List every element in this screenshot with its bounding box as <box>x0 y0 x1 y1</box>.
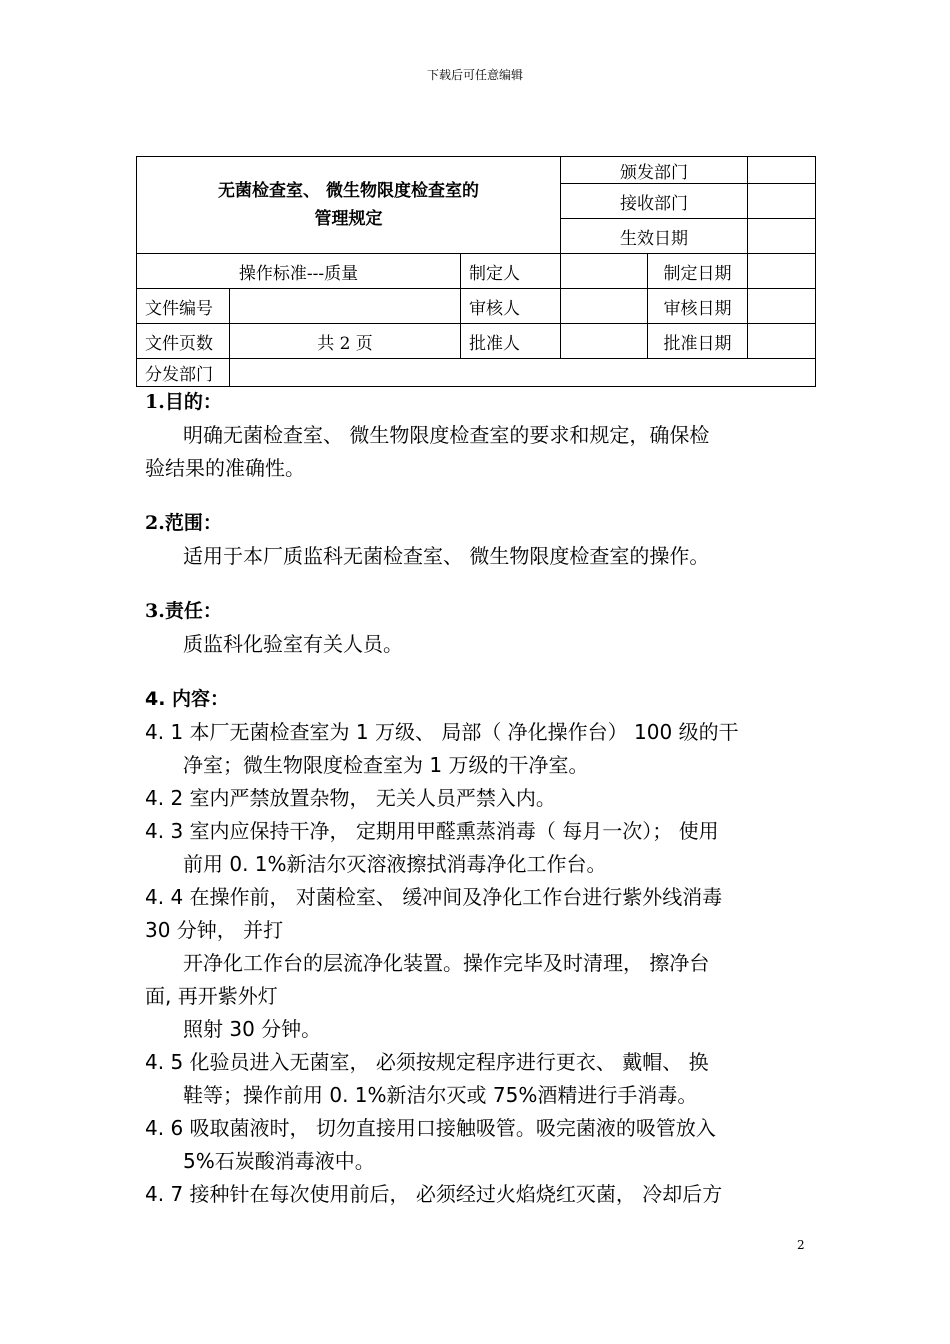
section-purpose-heading: 1.目的： <box>145 391 222 413</box>
category-label: 操作标准---质量 <box>137 254 461 289</box>
page-count-value: 共 2 页 <box>230 324 461 359</box>
page-count-label: 文件页数 <box>137 324 230 359</box>
title-line-1: 无菌检查室、 微生物限度检查室的 <box>218 181 479 201</box>
approve-date-value <box>748 324 816 359</box>
responsibility-text: 质监科化验室有关人员。 <box>183 632 403 656</box>
item-4-1-line-1: 4. 1 本厂无菌检查室为 1 万级、 局部（ 净化操作台） 100 级的干 <box>145 720 739 744</box>
document-title <box>137 157 561 254</box>
section-responsibility-heading: 3.责任： <box>145 600 222 622</box>
reviewer-label: 审核人 <box>461 289 561 324</box>
purpose-text-2: 验结果的准确性。 <box>145 456 305 480</box>
issue-dept-label: 颁发部门 <box>561 157 748 184</box>
item-4-1-line-2: 净室；微生物限度检查室为 1 万级的干净室。 <box>183 753 589 777</box>
distribution-value <box>230 359 816 387</box>
item-4-6-line-1: 4. 6 吸取菌液时， 切勿直接用口接触吸管。吸完菌液的吸管放入 <box>145 1116 716 1140</box>
reviewer-value <box>561 289 648 324</box>
title-line-2: 管理规定 <box>314 209 383 229</box>
issue-dept-value <box>748 157 816 184</box>
drafter-label: 制定人 <box>461 254 561 289</box>
review-date-label: 审核日期 <box>648 289 748 324</box>
section-content-heading: 4. 内容： <box>145 688 230 710</box>
item-4-7: 4. 7 接种针在每次使用前后， 必须经过火焰烧红灭菌， 冷却后方 <box>145 1182 723 1206</box>
effective-date-label: 生效日期 <box>561 219 748 254</box>
item-4-3-line-2: 前用 0. 1%新洁尔灭溶液擦拭消毒净化工作台。 <box>183 852 607 876</box>
item-4-5-line-2: 鞋等；操作前用 0. 1%新洁尔灭或 75%酒精进行手消毒。 <box>183 1083 698 1107</box>
doc-no-label: 文件编号 <box>137 289 230 324</box>
distribution-label: 分发部门 <box>137 359 230 387</box>
approver-label: 批准人 <box>461 324 561 359</box>
section-scope-heading: 2.范围： <box>145 512 222 534</box>
item-4-6-line-2: 5%石炭酸消毒液中。 <box>183 1149 375 1173</box>
item-4-4-line-3: 开净化工作台的层流净化装置。操作完毕及时清理， 擦净台 <box>183 951 710 975</box>
item-4-2: 4. 2 室内严禁放置杂物， 无关人员严禁入内。 <box>145 786 556 810</box>
receive-dept-value <box>748 184 816 219</box>
purpose-text-1: 明确无菌检查室、 微生物限度检查室的要求和规定，确保检 <box>183 423 710 447</box>
header-note: 下载后可任意编辑 <box>426 68 523 82</box>
doc-no-value <box>230 289 461 324</box>
item-4-4-line-2: 30 分钟， 并打 <box>145 918 284 942</box>
draft-date-label: 制定日期 <box>648 254 748 289</box>
item-4-3-line-1: 4. 3 室内应保持干净， 定期用甲醛熏蒸消毒（ 每月一次）； 使用 <box>145 819 719 843</box>
item-4-4-line-4: 面, 再开紫外灯 <box>145 984 278 1008</box>
document-info-table <box>136 156 816 387</box>
approve-date-label: 批准日期 <box>648 324 748 359</box>
page-number: 2 <box>797 1238 805 1252</box>
scope-text: 适用于本厂质监科无菌检查室、 微生物限度检查室的操作。 <box>183 544 710 568</box>
draft-date-value <box>748 254 816 289</box>
document-body <box>145 386 815 1211</box>
approver-value <box>561 324 648 359</box>
review-date-value <box>748 289 816 324</box>
effective-date-value <box>748 219 816 254</box>
item-4-5-line-1: 4. 5 化验员进入无菌室， 必须按规定程序进行更衣、 戴帽、 换 <box>145 1050 709 1074</box>
receive-dept-label: 接收部门 <box>561 184 748 219</box>
item-4-4-line-1: 4. 4 在操作前， 对菌检室、 缓冲间及净化工作台进行紫外线消毒 <box>145 885 723 909</box>
item-4-4-line-5: 照射 30 分钟。 <box>183 1017 322 1041</box>
drafter-value <box>561 254 648 289</box>
